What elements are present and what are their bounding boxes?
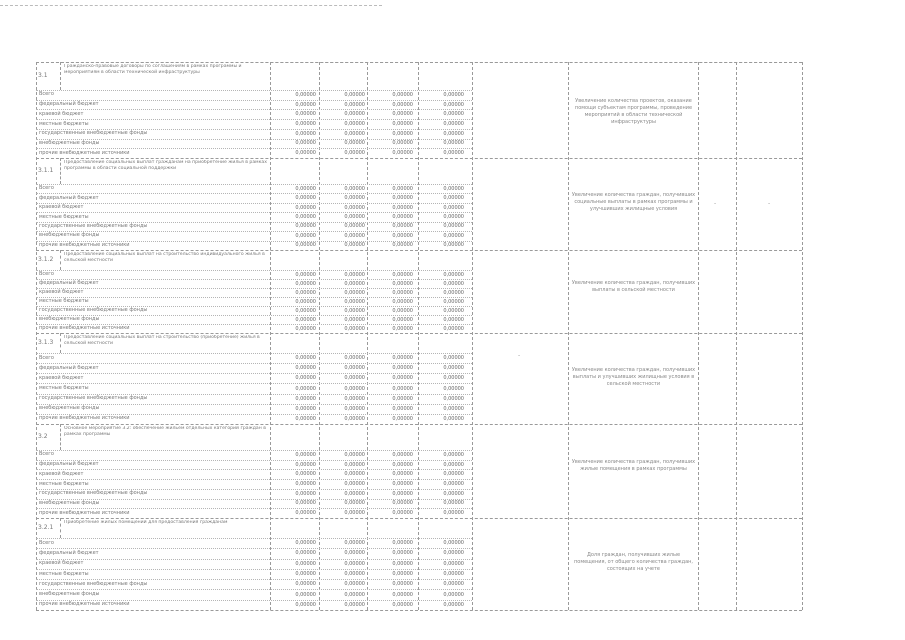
value-cell: 0,00000 [295,204,316,211]
top-rule [0,5,382,6]
value-cell: 0,00000 [295,481,316,487]
value-cell: 0,00000 [392,481,413,487]
dash-mark: - [518,352,521,359]
value-cell: 0,00000 [443,316,464,323]
value-cell: 0,00000 [295,316,316,323]
row-divider [36,424,802,425]
value-cell: 0,00000 [344,550,365,557]
section-title: Предоставление социальных выплат на строительство (приобретение) жилья в сельской местности [64,335,260,346]
value-cell: 0,00000 [443,490,464,497]
result-note: Увеличение количества граждан, получивших выплаты и улучшивших жилищные условия в сельской местности [571,366,696,387]
value-cell: 0,00000 [344,214,365,220]
value-cell: 0,00000 [344,289,365,296]
value-cell: 0,00000 [392,140,413,147]
row-label: федеральный бюджет [39,194,99,201]
value-cell: 0,00000 [443,204,464,211]
value-cell: 0,00000 [295,510,316,517]
value-cell: 0,00000 [443,307,464,314]
value-cell: 0,00000 [443,111,464,118]
row-label: Всего [39,539,54,546]
row-label: государственные внебюджетные фонды [39,490,148,497]
value-cell: 0,00000 [295,121,316,127]
value-cell: 0,00000 [295,471,316,478]
value-cell: 0,00000 [344,204,365,211]
value-cell: 0,00000 [443,591,464,598]
row-label: внебюджетные фонды [39,405,100,412]
row-divider [36,538,472,539]
row-label: федеральный бюджет [39,101,99,108]
dash-mark: - [714,200,717,207]
value-cell: 0,00000 [392,550,413,557]
column-divider [270,62,271,610]
value-cell: 0,00000 [344,405,365,412]
value-cell: 0,00000 [295,355,316,362]
row-label: государственные внебюджетные фонды [39,222,148,229]
row-label: прочие внебюджетные источники [39,601,130,608]
dash-mark: - [768,200,771,207]
value-cell: 0,00000 [392,451,413,458]
value-cell: 0,00000 [443,242,464,249]
section-title: Предоставление социальных выплат на строительство индивидуального жилья в сельской местности [64,252,265,263]
value-cell: 0,00000 [295,365,316,372]
row-label: внебюджетные фонды [39,499,100,506]
value-cell: 0,00000 [443,365,464,372]
row-label: местные бюджеты [39,298,89,304]
value-cell: 0,00000 [443,461,464,468]
value-cell: 0,00000 [295,140,316,147]
value-cell: 0,00000 [392,214,413,220]
value-cell: 0,00000 [392,395,413,402]
section-number: 3.1.1 [38,167,54,174]
row-divider [36,333,802,334]
value-cell: 0,00000 [443,405,464,412]
value-cell: 0,00000 [443,395,464,402]
result-note: Увеличение количества проектов, оказание помощи субъектам программы, проведение мероприятий в области технической инфраструктуры [574,98,693,125]
value-cell: 0,00000 [344,298,365,305]
value-cell: 0,00000 [392,232,413,239]
value-cell: 0,00000 [392,204,413,211]
value-cell: 0,00000 [392,415,413,422]
value-cell: 0,00000 [344,195,365,202]
value-cell: 0,00000 [443,481,464,487]
value-cell: 0,00000 [295,325,316,332]
row-divider [36,373,472,374]
value-cell: 0,00000 [295,242,316,249]
row-divider [36,610,802,611]
value-cell: 0,00000 [295,375,316,382]
value-cell: 0,00000 [295,581,316,588]
value-cell: 0,00000 [295,111,316,118]
value-cell: 0,00000 [344,223,365,230]
row-label: прочие внебюджетные источники [39,509,130,516]
value-cell: 0,00000 [295,385,316,392]
row-divider [36,231,472,232]
row-label: Всего [39,185,54,192]
row-label: краевой бюджет [39,374,84,381]
result-note: Доля граждан, получивших жилые помещения, от общего количества граждан, состоящих на учете [574,552,693,572]
value-cell: 0,00000 [443,232,464,239]
section-title: Основное мероприятие 3.2: обеспечение жильем отдельных категорий граждан в рамках программы [64,426,266,437]
column-divider [736,62,737,610]
value-cell: 0,00000 [295,91,316,98]
value-cell: 0,00000 [443,581,464,588]
section-title: Гражданско-правовые договоры по соглашениям в рамках программы и мероприятиям в области технической инфраструктуры [64,64,242,75]
column-divider [802,62,803,610]
value-cell: 0,00000 [344,101,365,108]
value-cell: 0,00000 [295,223,316,230]
row-divider [36,479,472,480]
value-cell: 0,00000 [392,490,413,497]
value-cell: 0,00000 [392,150,413,157]
value-cell: 0,00000 [344,481,365,487]
value-cell: 0,00000 [344,540,365,547]
section-title: Приобретение жилых помещений для предоставления гражданам [64,520,228,525]
value-cell: 0,00000 [443,500,464,507]
column-divider [568,62,569,610]
value-cell: 0,00000 [392,223,413,230]
row-label: федеральный бюджет [39,280,99,286]
value-cell: 0,00000 [392,500,413,507]
value-cell: 0,00000 [392,185,413,192]
value-cell: 0,00000 [443,271,464,278]
value-cell: 0,00000 [344,560,365,567]
value-cell: 0,00000 [295,601,316,608]
row-label: краевой бюджет [39,204,84,211]
value-cell: 0,00000 [443,510,464,517]
value-cell: 0,00000 [443,298,464,305]
row-divider [36,518,802,519]
row-label: Всего [39,354,54,361]
number-divider [60,333,61,353]
value-cell: 0,00000 [295,185,316,192]
section-number: 3.2.1 [38,524,54,531]
row-divider [36,353,472,354]
document-table [36,62,802,610]
value-cell: 0,00000 [392,560,413,567]
row-label: краевой бюджет [39,289,84,295]
row-label: прочие внебюджетные источники [39,149,130,156]
row-divider [36,383,472,384]
value-cell: 0,00000 [392,355,413,362]
value-cell: 0,00000 [295,405,316,412]
value-cell: 0,00000 [443,130,464,137]
value-cell: 0,00000 [392,365,413,372]
value-cell: 0,00000 [443,385,464,392]
value-cell: 0,00000 [295,214,316,220]
row-label: федеральный бюджет [39,461,99,468]
value-cell: 0,00000 [392,121,413,127]
value-cell: 0,00000 [443,415,464,422]
row-divider [36,62,802,63]
value-cell: 0,00000 [344,111,365,118]
row-divider [36,212,472,213]
value-cell: 0,00000 [295,560,316,567]
row-label: внебюджетные фонды [39,316,100,322]
value-cell: 0,00000 [392,571,413,577]
value-cell: 0,00000 [443,91,464,98]
value-cell: 0,00000 [344,490,365,497]
row-label: Всего [39,271,54,277]
value-cell: 0,00000 [443,601,464,608]
value-cell: 0,00000 [392,461,413,468]
row-label: внебюджетные фонды [39,232,100,239]
row-label: Всего [39,91,54,98]
number-divider [60,158,61,184]
value-cell: 0,00000 [392,510,413,517]
value-cell: 0,00000 [344,375,365,382]
value-cell: 0,00000 [392,471,413,478]
value-cell: 0,00000 [392,280,413,287]
value-cell: 0,00000 [392,91,413,98]
value-cell: 0,00000 [295,195,316,202]
value-cell: 0,00000 [295,540,316,547]
number-divider [60,62,61,90]
row-divider [36,90,472,91]
value-cell: 0,00000 [344,316,365,323]
value-cell: 0,00000 [295,451,316,458]
row-label: местные бюджеты [39,480,89,487]
section-number: 3.2 [38,433,48,440]
value-cell: 0,00000 [392,289,413,296]
row-label: федеральный бюджет [39,549,99,556]
column-divider [367,62,368,610]
value-cell: 0,00000 [344,365,365,372]
value-cell: 0,00000 [295,395,316,402]
value-cell: 0,00000 [392,385,413,392]
row-divider [36,109,472,110]
section-number: 3.1.3 [38,339,54,346]
row-divider [36,569,472,570]
value-cell: 0,00000 [443,195,464,202]
value-cell: 0,00000 [443,150,464,157]
value-cell: 0,00000 [344,232,365,239]
row-label: внебюджетные фонды [39,139,100,146]
value-cell: 0,00000 [392,130,413,137]
row-label: прочие внебюджетные источники [39,325,130,331]
value-cell: 0,00000 [344,581,365,588]
row-divider [36,469,472,470]
row-divider [36,548,472,549]
value-cell: 0,00000 [443,214,464,220]
row-label: местные бюджеты [39,120,89,127]
result-note: Увеличение количества граждан, получивших социальные выплаты в рамках программы и улучшивших жилищные условия [571,192,696,212]
value-cell: 0,00000 [295,550,316,557]
value-cell: 0,00000 [295,490,316,497]
value-cell: 0,00000 [344,91,365,98]
section-title: Предоставление социальных выплат гражданам на приобретение жилья в рамках программы в области социальной поддержки [64,160,267,171]
value-cell: 0,00000 [392,325,413,332]
value-cell: 0,00000 [344,461,365,468]
value-cell: 0,00000 [344,385,365,392]
row-divider [36,589,472,590]
value-cell: 0,00000 [295,289,316,296]
row-divider [36,193,472,194]
number-divider [60,424,61,450]
value-cell: 0,00000 [295,298,316,305]
value-cell: 0,00000 [344,355,365,362]
value-cell: 0,00000 [443,325,464,332]
value-cell: 0,00000 [392,101,413,108]
value-cell: 0,00000 [344,185,365,192]
value-cell: 0,00000 [392,375,413,382]
value-cell: 0,00000 [344,307,365,314]
value-cell: 0,00000 [443,121,464,127]
row-divider [36,450,472,451]
row-label: краевой бюджет [39,470,84,477]
column-divider [36,62,37,610]
value-cell: 0,00000 [443,355,464,362]
value-cell: 0,00000 [392,405,413,412]
value-cell: 0,00000 [295,415,316,422]
row-label: прочие внебюджетные источники [39,241,130,248]
row-label: федеральный бюджет [39,364,99,371]
value-cell: 0,00000 [344,121,365,127]
value-cell: 0,00000 [344,140,365,147]
value-cell: 0,00000 [392,581,413,588]
section-number: 3.1 [38,72,48,79]
value-cell: 0,00000 [392,307,413,314]
row-label: Всего [39,451,54,458]
number-divider [60,518,61,538]
value-cell: 0,00000 [392,195,413,202]
row-divider [36,250,802,251]
value-cell: 0,00000 [344,280,365,287]
row-divider [36,119,472,120]
number-divider [60,250,61,270]
value-cell: 0,00000 [344,130,365,137]
result-note: Увеличение количества граждан, получивших выплаты в сельской местности [571,279,696,293]
value-cell: 0,00000 [392,271,413,278]
column-divider [319,62,320,610]
column-divider [418,62,419,610]
row-label: государственные внебюджетные фонды [39,307,148,313]
value-cell: 0,00000 [443,540,464,547]
value-cell: 0,00000 [344,601,365,608]
value-cell: 0,00000 [443,560,464,567]
value-cell: 0,00000 [344,415,365,422]
value-cell: 0,00000 [344,451,365,458]
value-cell: 0,00000 [295,232,316,239]
value-cell: 0,00000 [392,601,413,608]
value-cell: 0,00000 [443,571,464,577]
value-cell: 0,00000 [295,307,316,314]
column-divider [472,62,473,610]
value-cell: 0,00000 [295,571,316,577]
value-cell: 0,00000 [344,325,365,332]
value-cell: 0,00000 [443,101,464,108]
row-label: краевой бюджет [39,110,84,117]
value-cell: 0,00000 [392,242,413,249]
value-cell: 0,00000 [344,271,365,278]
row-label: местные бюджеты [39,213,89,220]
value-cell: 0,00000 [443,375,464,382]
row-label: государственные внебюджетные фонды [39,395,148,402]
value-cell: 0,00000 [295,500,316,507]
row-label: внебюджетные фонды [39,591,100,598]
column-divider [698,62,699,610]
value-cell: 0,00000 [392,540,413,547]
value-cell: 0,00000 [443,471,464,478]
row-label: краевой бюджет [39,560,84,567]
value-cell: 0,00000 [443,550,464,557]
row-label: местные бюджеты [39,385,89,391]
value-cell: 0,00000 [344,471,365,478]
value-cell: 0,00000 [344,571,365,577]
value-cell: 0,00000 [295,271,316,278]
row-divider [36,158,802,159]
value-cell: 0,00000 [443,185,464,192]
value-cell: 0,00000 [392,111,413,118]
value-cell: 0,00000 [443,289,464,296]
value-cell: 0,00000 [392,298,413,305]
value-cell: 0,00000 [295,591,316,598]
row-label: государственные внебюджетные фонды [39,580,148,587]
row-label: местные бюджеты [39,570,89,577]
row-divider [36,363,472,364]
value-cell: 0,00000 [344,395,365,402]
value-cell: 0,00000 [392,316,413,323]
value-cell: 0,00000 [392,591,413,598]
value-cell: 0,00000 [295,130,316,137]
value-cell: 0,00000 [443,451,464,458]
value-cell: 0,00000 [295,280,316,287]
section-number: 3.1.2 [38,256,54,263]
value-cell: 0,00000 [344,150,365,157]
value-cell: 0,00000 [295,461,316,468]
value-cell: 0,00000 [443,280,464,287]
value-cell: 0,00000 [443,140,464,147]
row-label: государственные внебюджетные фонды [39,130,148,137]
value-cell: 0,00000 [344,500,365,507]
value-cell: 0,00000 [344,242,365,249]
value-cell: 0,00000 [295,101,316,108]
value-cell: 0,00000 [344,591,365,598]
row-label: прочие внебюджетные источники [39,415,130,422]
result-note: Увеличение количества граждан, получивших жилые помещения в рамках программы [571,459,696,472]
value-cell: 0,00000 [295,150,316,157]
value-cell: 0,00000 [344,510,365,517]
value-cell: 0,00000 [443,223,464,230]
